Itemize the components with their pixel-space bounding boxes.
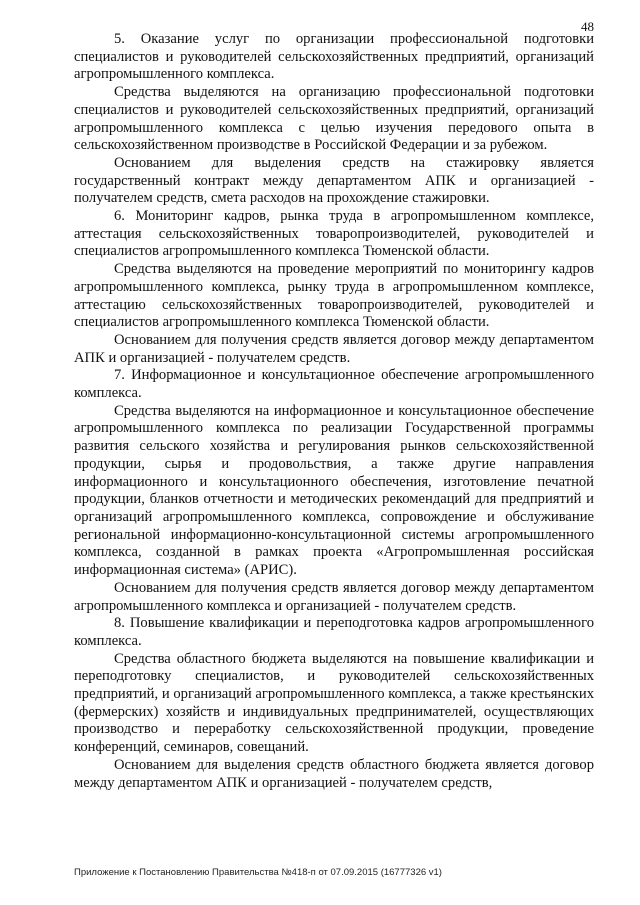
paragraph-item-8-heading: 8. Повышение квалификации и переподготовка кадров агропромышленного комплекса.	[74, 615, 594, 649]
paragraph-item-6-basis: Основанием для получения средств является договор между департаментом АПК и организацией - получателем средств.	[74, 331, 594, 366]
paragraph-item-8-basis: Основанием для выделения средств областного бюджета является договор между департаментом АПК и организацией - получателем средств,	[74, 756, 594, 791]
paragraph-item-5-funding: Средства выделяются на организацию профессиональной подготовки специалистов и руководителей сельскохозяйственных предприятий, организаций агропромышленного комплекса с целью изучения передового опыта в сельскохозяйственном производстве в Российской Федерации и за рубежом.	[74, 84, 594, 154]
paragraph-item-7-funding: Средства выделяются на информационное и консультационное обеспечение агропромышленного комплекса по реализации Государственной программы развития сельского хозяйства и регулирования рынков сельскохозяйственной продукции, сырья и продовольствия, а также другие направления информационного и консультационного обеспечения, изготовление печатной продукции, бланков отчетности и методических рекомендаций для предприятий и организаций агропромышленного комплекса, сопровождение и обслуживание региональной информационно-консультационной системы агропромышленного комплекса, созданной в рамках проекта «Агропромышленная российская информационная система» (АРИС).	[74, 402, 594, 579]
page-number: 48	[581, 19, 594, 34]
paragraph-item-8-funding: Средства областного бюджета выделяются на повышение квалификации и переподготовку специалистов, и руководителей сельскохозяйственных предприятий, и организаций агропромышленного комплекса, а также крестьянских (фермерских) хозяйств и индивидуальных предпринимателей, осуществляющих производство и переработку сельскохозяйственной продукции, проведение конференций, семинаров, совещаний.	[74, 650, 594, 756]
document-body	[74, 31, 594, 792]
page-footer: Приложение к Постановлению Правительства №418-п от 07.09.2015 (16777326 v1)	[74, 867, 442, 878]
paragraph-item-6-funding: Средства выделяются на проведение мероприятий по мониторингу кадров агропромышленного комплекса, рынку труда в агропромышленном комплексе, аттестацию сельскохозяйственных товаропроизводителей, руководителей и специалистов агропромышленного комплекса Тюменской области.	[74, 261, 594, 331]
paragraph-item-5-basis: Основанием для выделения средств на стажировку является государственный контракт между департаментом АПК и организацией - получателем средств, смета расходов на прохождение стажировки.	[74, 154, 594, 207]
paragraph-item-7-basis: Основанием для получения средств является договор между департаментом агропромышленного комплекса и организацией - получателем средств.	[74, 579, 594, 614]
paragraph-item-5-heading: 5. Оказание услуг по организации профессиональной подготовки специалистов и руководителей сельскохозяйственных предприятий, организаций агропромышленного комплекса.	[74, 31, 594, 83]
paragraph-item-7-heading: 7. Информационное и консультационное обеспечение агропромышленного комплекса.	[74, 367, 594, 402]
paragraph-item-6-heading: 6. Мониторинг кадров, рынка труда в агропромышленном комплексе, аттестация сельскохозяйственных товаропроизводителей, руководителей и специалистов агропромышленного комплекса Тюменской области.	[74, 208, 594, 260]
